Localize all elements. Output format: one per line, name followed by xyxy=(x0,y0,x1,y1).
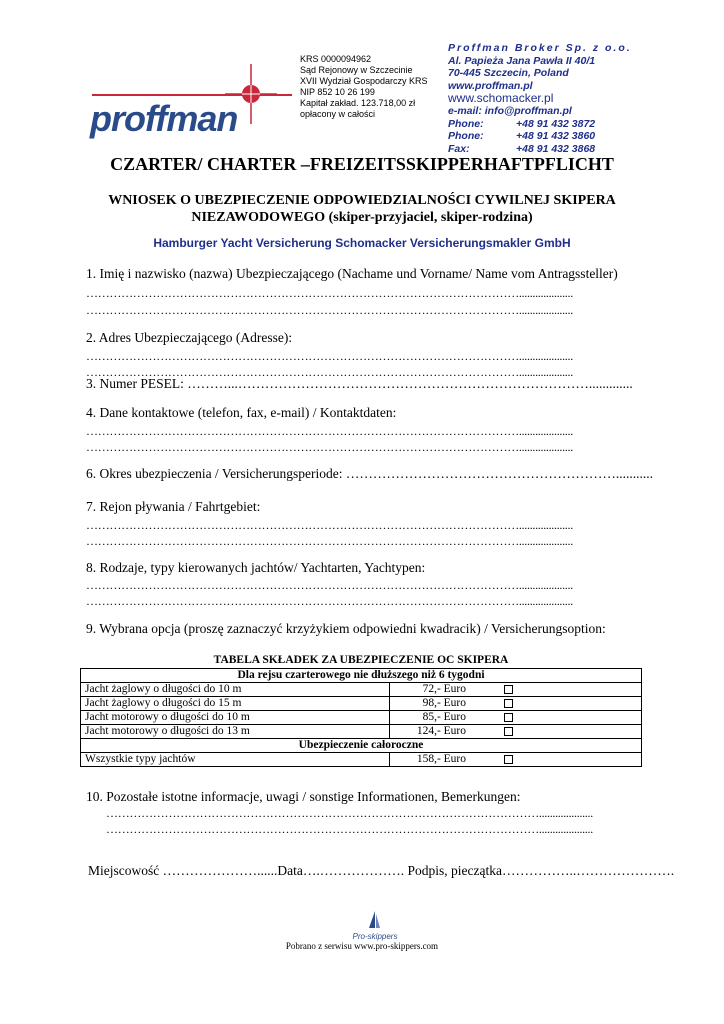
logo-wordmark: proffman xyxy=(90,98,238,139)
fill-line[interactable]: ………………………………………………………………………………………………….................... xyxy=(106,806,593,820)
price: 124,- Euro xyxy=(416,725,466,737)
broker-name: Hamburger Yacht Versicherung Schomacker Versicherungsmakler GmbH xyxy=(153,236,571,250)
yacht-type: Jacht motorowy o długości do 10 m xyxy=(81,711,390,725)
fax-value: +48 91 432 3868 xyxy=(516,142,596,155)
table-row xyxy=(81,725,642,739)
option-checkbox[interactable] xyxy=(504,727,513,736)
table-row xyxy=(81,711,642,725)
table-row xyxy=(81,683,642,697)
question-6[interactable]: 6. Okres ubezpieczenia / Versicherungsperiode: ……………………………………………………........... xyxy=(86,466,654,481)
question-1: 1. Imię i nazwisko (nazwa) Ubezpieczającego (Nachame und Vorname/ Name vom Antragssteller) xyxy=(86,266,618,281)
price: 98,- Euro xyxy=(422,697,466,709)
fill-line[interactable]: ………………………………………………………………………………………………….................... xyxy=(86,594,573,608)
footer-logo-text: Pro-skippers xyxy=(352,932,398,941)
option-checkbox[interactable] xyxy=(504,755,513,764)
question-3[interactable]: 3. Numer PESEL: ………...……………………………………………………………………............. xyxy=(86,376,633,391)
fill-line[interactable]: ………………………………………………………………………………………………….................... xyxy=(86,303,573,317)
premium-table xyxy=(80,668,642,767)
sail-icon xyxy=(365,910,385,930)
web-link-1[interactable]: www.proffman.pl xyxy=(448,79,533,92)
phone-label: Phone: xyxy=(448,130,484,143)
phone-value: +48 91 432 3860 xyxy=(516,130,596,143)
subtitle-line-1: WNIOSEK O UBEZPIECZENIE ODPOWIEDZIALNOŚCI CYWILNEJ SKIPERA xyxy=(108,193,616,208)
krs-block xyxy=(300,54,427,120)
krs-line: Kapitał zakład. 123.718,00 zł xyxy=(300,98,416,108)
question-10: 10. Pozostałe istotne informacje, uwagi / sonstige Informationen, Bemerkungen: xyxy=(86,789,521,804)
fill-line[interactable]: ………………………………………………………………………………………………….................... xyxy=(86,440,573,454)
fill-line[interactable]: ………………………………………………………………………………………………….................... xyxy=(86,518,573,532)
krs-line: Sąd Rejonowy w Szczecinie xyxy=(300,65,413,75)
question-8: 8. Rodzaje, typy kierowanych jachtów/ Yachtarten, Yachtypen: xyxy=(86,560,426,575)
table-row xyxy=(81,753,642,767)
option-checkbox[interactable] xyxy=(504,713,513,722)
fill-line[interactable]: ………………………………………………………………………………………………….................... xyxy=(86,349,573,363)
price-cell xyxy=(390,725,642,739)
price: 72,- Euro xyxy=(422,683,466,695)
table-header: Dla rejsu czarterowego nie dłuższego niż 6 tygodni xyxy=(81,669,642,683)
fill-line[interactable]: ………………………………………………………………………………………………….................... xyxy=(86,286,573,300)
address-line-1: Al. Papieża Jana Pawła II 40/1 xyxy=(448,54,596,67)
footer-source: Pobrano z serwisu www.pro-skippers.com xyxy=(285,941,439,951)
krs-line: NIP 852 10 26 199 xyxy=(300,87,375,97)
phone-label: Phone: xyxy=(448,117,484,130)
signature-line[interactable]: Miejscowość …………………......Data….………………. Podpis, pieczątka……………..…………………. xyxy=(88,863,675,878)
question-2: 2. Adres Ubezpieczającego (Adresse): xyxy=(86,330,293,345)
footer-logo xyxy=(345,910,405,941)
krs-line: XVII Wydział Gospodarczy KRS xyxy=(300,76,428,86)
fill-line[interactable]: ………………………………………………………………………………………………….................... xyxy=(86,365,573,379)
fill-line[interactable]: ………………………………………………………………………………………………….................... xyxy=(106,822,593,836)
question-7: 7. Rejon pływania / Fahrtgebiet: xyxy=(86,499,261,514)
phone-value: +48 91 432 3872 xyxy=(516,117,596,130)
option-checkbox[interactable] xyxy=(504,699,513,708)
option-checkbox[interactable] xyxy=(504,685,513,694)
price-cell xyxy=(390,711,642,725)
company-name: Proffman Broker Sp. z o.o. xyxy=(448,42,632,54)
yacht-type: Wszystkie typy jachtów xyxy=(81,753,390,767)
question-9: 9. Wybrana opcja (proszę zaznaczyć krzyżykiem odpowiedni kwadracik) / Versicherungsoption: xyxy=(86,621,606,636)
fax-label: Fax: xyxy=(448,142,470,155)
email-link[interactable]: e-mail: info@proffman.pl xyxy=(448,104,572,117)
document-subtitle xyxy=(0,192,724,226)
phone-row-1 xyxy=(448,118,632,131)
price-cell xyxy=(390,697,642,711)
yacht-type: Jacht motorowy o długości do 13 m xyxy=(81,725,390,739)
address-line-2: 70-445 Szczecin, Poland xyxy=(448,67,569,80)
contact-block xyxy=(448,42,632,155)
price: 85,- Euro xyxy=(422,711,466,723)
question-4: 4. Dane kontaktowe (telefon, fax, e-mail) / Kontaktdaten: xyxy=(86,405,397,420)
krs-line: KRS 0000094962 xyxy=(300,54,372,64)
fill-line[interactable]: ………………………………………………………………………………………………….................... xyxy=(86,578,573,592)
yacht-type: Jacht żaglowy o długości do 15 m xyxy=(81,697,390,711)
table-header: Ubezpieczenie całoroczne xyxy=(81,739,642,753)
price-cell xyxy=(390,683,642,697)
table-row xyxy=(81,697,642,711)
subtitle-line-2: NIEZAWODOWEGO (skiper-przyjaciel, skiper-rodzina) xyxy=(191,210,533,225)
price: 158,- Euro xyxy=(416,753,466,765)
web-link-2[interactable]: www.schomacker.pl xyxy=(448,91,554,106)
document-title: CZARTER/ CHARTER –FREIZEITSSKIPPERHAFTPFLICHT xyxy=(110,154,614,174)
phone-row-2 xyxy=(448,130,632,143)
price-cell xyxy=(390,753,642,767)
krs-line: opłacony w całości xyxy=(300,109,376,119)
yacht-type: Jacht żaglowy o długości do 10 m xyxy=(81,683,390,697)
table-header-row xyxy=(81,669,642,683)
table-header-row xyxy=(81,739,642,753)
fill-line[interactable]: ………………………………………………………………………………………………….................... xyxy=(86,534,573,548)
table-caption: TABELA SKŁADEK ZA UBEZPIECZENIE OC SKIPERA xyxy=(213,654,509,666)
fill-line[interactable]: ………………………………………………………………………………………………….................... xyxy=(86,424,573,438)
